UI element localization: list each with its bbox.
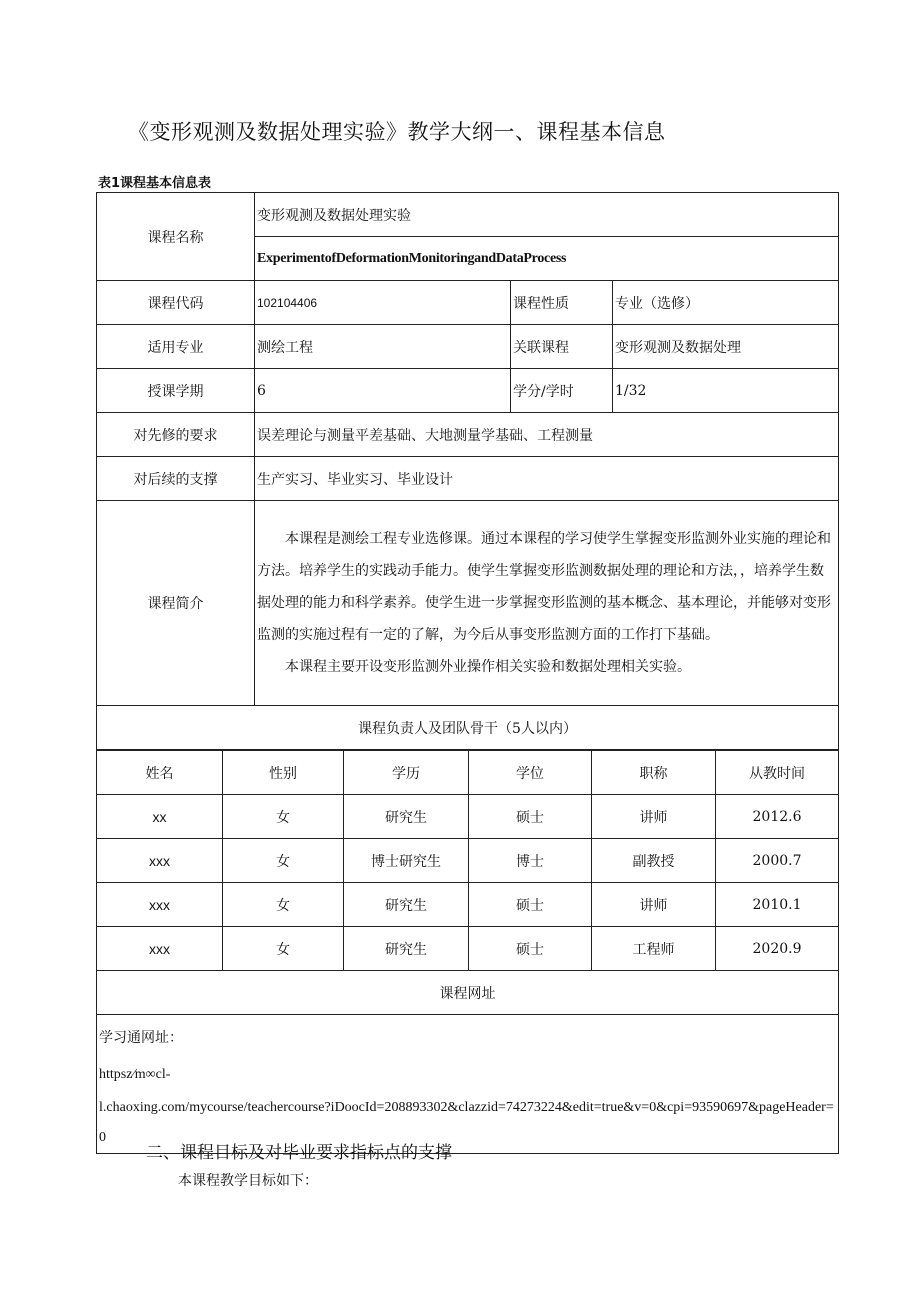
url-line1[interactable]: httpsz∕m∞cl- (99, 1067, 171, 1082)
term: 6 (255, 369, 511, 413)
team-cell: 讲师 (592, 883, 716, 927)
related-course: 变形观测及数据处理 (613, 325, 839, 369)
intro-p1: 本课程是测绘工程专业选修课。通过本课程的学习使学生掌握变形监测外业实施的理论和方法。培养学生的实践动手能力。使学生掌握变形监测数据处理的理论和方法，，培养学生数据处理的能力和科学素养。使学生进一步掌握变形监测的基本概念、基本理论，并能够对变形监测的实施过程有一定的了解，为今后从事变形监测方面的工作打下基础。 (257, 531, 831, 643)
team-header-cell: 职称 (592, 751, 716, 795)
team-cell: xxx (97, 927, 223, 971)
related-label: 关联课程 (511, 325, 613, 369)
team-cell: 研究生 (344, 795, 469, 839)
table-row (97, 795, 839, 839)
intro (255, 501, 839, 706)
team-cell: xxx (97, 883, 223, 927)
team-header-cell: 学位 (469, 751, 592, 795)
team-cell: 博士 (469, 839, 592, 883)
team-header-cell: 学历 (344, 751, 469, 795)
term-label: 授课学期 (97, 369, 255, 413)
team-cell: 研究生 (344, 927, 469, 971)
table-caption: 表1课程基本信息表 (98, 176, 212, 191)
section-2-title: 二、课程目标及对毕业要求指标点的支撑 (146, 1143, 452, 1163)
team-cell: xx (97, 795, 223, 839)
section-2-para: 本课程教学目标如下： (178, 1173, 318, 1189)
course-name-en: ExperimentofDeformationMonitoringandDataProcess (255, 237, 839, 281)
intro-p2: 本课程主要开设变形监测外业操作相关实验和数据处理相关实验。 (285, 659, 691, 675)
intro-label: 课程简介 (97, 501, 255, 706)
follow: 生产实习、毕业实习、毕业设计 (255, 457, 839, 501)
team-table (96, 750, 839, 1154)
team-cell: 硕士 (469, 927, 592, 971)
follow-label: 对后续的支撑 (97, 457, 255, 501)
code-label: 课程代码 (97, 281, 255, 325)
credit: 1/32 (613, 369, 839, 413)
team-cell: 女 (223, 883, 344, 927)
team-cell: 女 (223, 927, 344, 971)
team-cell: 2012.6 (716, 795, 839, 839)
credit-label: 学分/学时 (511, 369, 613, 413)
website-label: 学习通网址： (99, 1031, 183, 1046)
course-code: 102104406 (255, 281, 511, 325)
team-cell: 2000.7 (716, 839, 839, 883)
team-cell: 硕士 (469, 883, 592, 927)
team-header-cell: 性别 (223, 751, 344, 795)
team-cell: 讲师 (592, 795, 716, 839)
course-nature: 专业（选修） (613, 281, 839, 325)
page-title: 《变形观测及数据处理实验》教学大纲一、课程基本信息 (128, 120, 666, 144)
team-cell: 副教授 (592, 839, 716, 883)
course-name-cn: 变形观测及数据处理实验 (255, 193, 839, 237)
team-cell: xxx (97, 839, 223, 883)
major: 测绘工程 (255, 325, 511, 369)
major-label: 适用专业 (97, 325, 255, 369)
team-heading: 课程负责人及团队骨干（5人以内） (97, 706, 839, 750)
team-cell: 女 (223, 795, 344, 839)
nature-label: 课程性质 (511, 281, 613, 325)
name-label: 课程名称 (97, 193, 255, 281)
team-cell: 2010.1 (716, 883, 839, 927)
website-heading: 课程网址 (97, 971, 839, 1015)
team-cell: 女 (223, 839, 344, 883)
url-line2[interactable]: l.chaoxing.com/mycourse/teachercourse?iDoocId=208893302&clazzid=74273224&edit=true&v=0&cpi=93590697&pageHeader=0 (99, 1100, 834, 1145)
team-header-cell: 从教时间 (716, 751, 839, 795)
team-cell: 硕士 (469, 795, 592, 839)
team-cell: 工程师 (592, 927, 716, 971)
prereq-label: 对先修的要求 (97, 413, 255, 457)
course-info-table (96, 192, 839, 750)
team-header-cell: 姓名 (97, 751, 223, 795)
table-row (97, 839, 839, 883)
team-cell: 2020.9 (716, 927, 839, 971)
table-row (97, 883, 839, 927)
team-cell: 研究生 (344, 883, 469, 927)
table-row (97, 927, 839, 971)
prereq: 误差理论与测量平差基础、大地测量学基础、工程测量 (255, 413, 839, 457)
team-cell: 博士研究生 (344, 839, 469, 883)
